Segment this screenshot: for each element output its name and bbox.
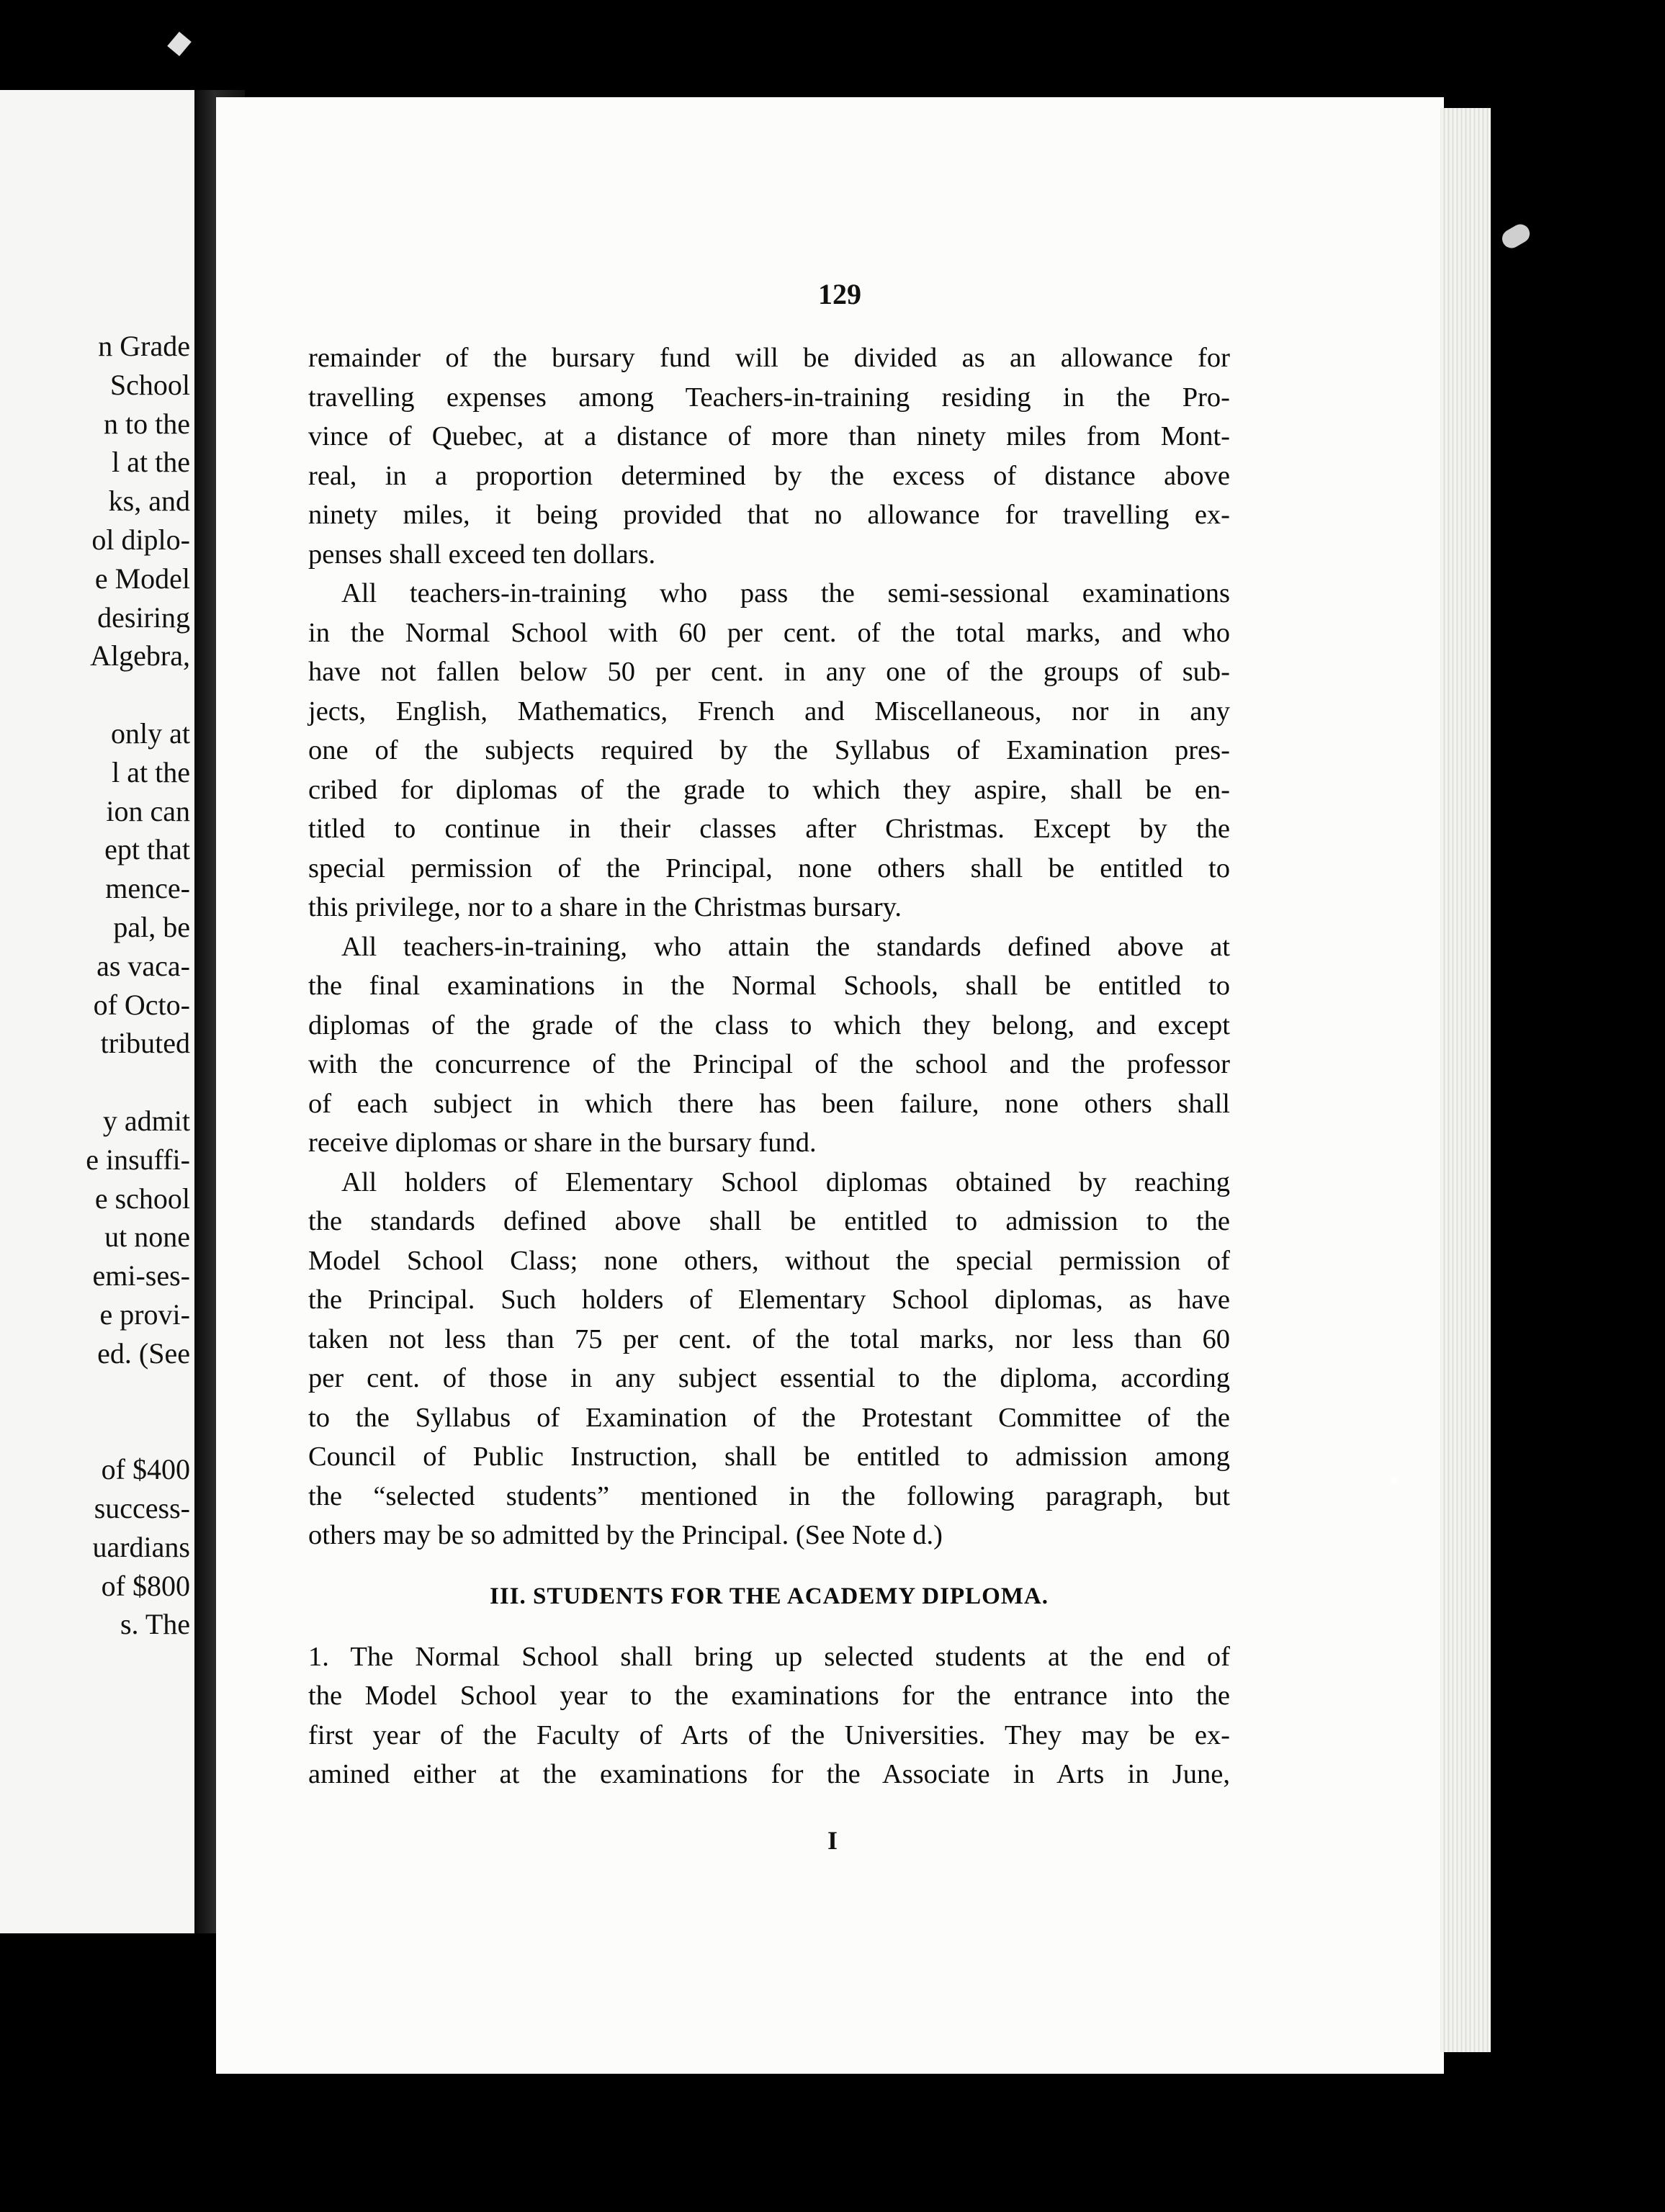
left-page-line: uardians: [92, 1530, 190, 1563]
body-text: [308, 338, 1230, 1794]
text-line: All holders of Elementary School diplomas obtained by reaching: [341, 1166, 1230, 1197]
text-line: special permission of the Principal, none others shall be entitled to: [308, 853, 1230, 884]
text-line: in the Normal School with 60 per cent. of the total marks, and who: [308, 617, 1230, 648]
text-line: ninety miles, it being provided that no allowance for travelling ex-: [308, 500, 1230, 530]
text-line: the final examinations in the Normal Schools, shall be entitled to: [308, 971, 1230, 1001]
text-line: one of the subjects required by the Syllabus of Examination pres-: [308, 735, 1230, 765]
left-page-line: of $400: [101, 1453, 190, 1486]
left-page-line: n to the: [104, 407, 190, 440]
left-page-line: e school: [94, 1182, 190, 1215]
corner-smudge: [167, 32, 192, 56]
text-line: Model School Class; none others, without the special permission of: [308, 1245, 1230, 1276]
left-page-line: e provi-: [99, 1298, 190, 1331]
text-line: to the Syllabus of Examination of the Protestant Committee of the: [308, 1402, 1230, 1433]
left-page-line: only at: [111, 717, 190, 750]
page-edges: [1440, 108, 1491, 2052]
left-page-line: of Octo-: [93, 988, 190, 1021]
text-line: the Principal. Such holders of Elementary School diplomas, as have: [308, 1285, 1230, 1315]
left-page-line: e Model: [94, 562, 190, 595]
text-line: per cent. of those in any subject essential to the diploma, according: [308, 1363, 1230, 1393]
text-line: have not fallen below 50 per cent. in any one of the groups of sub-: [308, 657, 1230, 687]
left-page-line: ion can: [106, 794, 190, 827]
left-page-line: ept that: [104, 833, 190, 866]
text-line: All teachers-in-training who pass the semi-sessional examinations: [341, 578, 1230, 608]
left-facing-page: [0, 90, 194, 1933]
paragraph: [308, 574, 1230, 927]
page-number: 129: [818, 278, 861, 310]
text-line: taken not less than 75 per cent. of the total marks, nor less than 60: [308, 1323, 1230, 1354]
text-line: others may be so admitted by the Principal. (See Note d.): [308, 1520, 943, 1550]
text-line: vince of Quebec, at a distance of more than ninety miles from Mont-: [308, 421, 1230, 451]
text-line: the standards defined above shall be entitled to admission to the: [308, 1206, 1230, 1236]
left-page-line: ed. (See: [97, 1336, 190, 1370]
text-line: penses shall exceed ten dollars.: [308, 539, 656, 570]
paragraphs: [308, 338, 1230, 1555]
left-page-line: ks, and: [108, 485, 190, 518]
left-page-line: ut none: [104, 1220, 190, 1254]
text-line: this privilege, nor to a share in the Christmas bursary.: [308, 892, 902, 922]
section-paragraph: [308, 1637, 1230, 1794]
left-page-line: pal, be: [113, 911, 190, 943]
left-page-line: n Grade: [98, 330, 190, 362]
text-line: of each subject in which there has been failure, none others shall: [308, 1088, 1230, 1119]
left-page-line: of $800: [101, 1569, 190, 1602]
left-page-line: l at the: [112, 446, 190, 479]
text-line: All teachers-in-training, who attain the standards defined above at: [341, 931, 1230, 962]
paragraph: [308, 1163, 1230, 1555]
text-line: receive diplomas or share in the bursary fund.: [308, 1128, 817, 1158]
left-page-line: emi-ses-: [92, 1259, 190, 1292]
text-line: real, in a proportion determined by the excess of distance above: [308, 460, 1230, 491]
section-heading: III. STUDENTS FOR THE ACADEMY DIPLOMA.: [489, 1583, 1049, 1609]
text-line: with the concurrence of the Principal of the school and the professor: [308, 1049, 1230, 1079]
left-page-line: Algebra,: [90, 639, 190, 673]
left-page-line: l at the: [112, 755, 190, 788]
paragraph: [308, 927, 1230, 1163]
text-line: remainder of the bursary fund will be divided as an allowance for: [308, 343, 1230, 373]
left-page-line: School: [109, 368, 190, 401]
text-line: jects, English, Mathematics, French and Miscellaneous, nor in any: [308, 696, 1230, 727]
text-line: cribed for diplomas of the grade to which they aspire, shall be en-: [308, 774, 1230, 805]
left-page-line: y admit: [102, 1105, 190, 1137]
left-page-line: mence-: [105, 872, 190, 905]
left-page-line: ol diplo-: [91, 523, 190, 556]
text-line: Council of Public Instruction, shall be entitled to admission among: [308, 1442, 1230, 1472]
signature-mark: I: [827, 1826, 838, 1855]
left-page-line: success-: [94, 1492, 190, 1524]
text-line: the Model School year to the examinations for the entrance into the: [308, 1681, 1230, 1711]
text-line: diplomas of the grade of the class to which they belong, and except: [308, 1010, 1230, 1040]
text-line: the “selected students” mentioned in the following paragraph, but: [308, 1480, 1230, 1511]
dust-speck: [1390, 1476, 1399, 1485]
left-page-line: e insuffi-: [86, 1143, 190, 1176]
text-line: amined either at the examinations for the Associate in Arts in June,: [308, 1759, 1230, 1789]
left-page-line: as vaca-: [97, 949, 190, 982]
left-page-line: desiring: [97, 601, 190, 634]
left-page-line: s. The: [120, 1608, 190, 1641]
edge-smudge: [1499, 221, 1533, 252]
text-line: first year of the Faculty of Arts of the Universities. They may be ex-: [308, 1719, 1230, 1750]
paragraph: [308, 338, 1230, 574]
text-line: titled to continue in their classes after Christmas. Except by the: [308, 814, 1230, 844]
left-page-line: tributed: [100, 1027, 190, 1060]
text-line: travelling expenses among Teachers-in-training residing in the Pro-: [308, 382, 1230, 413]
text-line: 1. The Normal School shall bring up selected students at the end of: [308, 1641, 1230, 1672]
